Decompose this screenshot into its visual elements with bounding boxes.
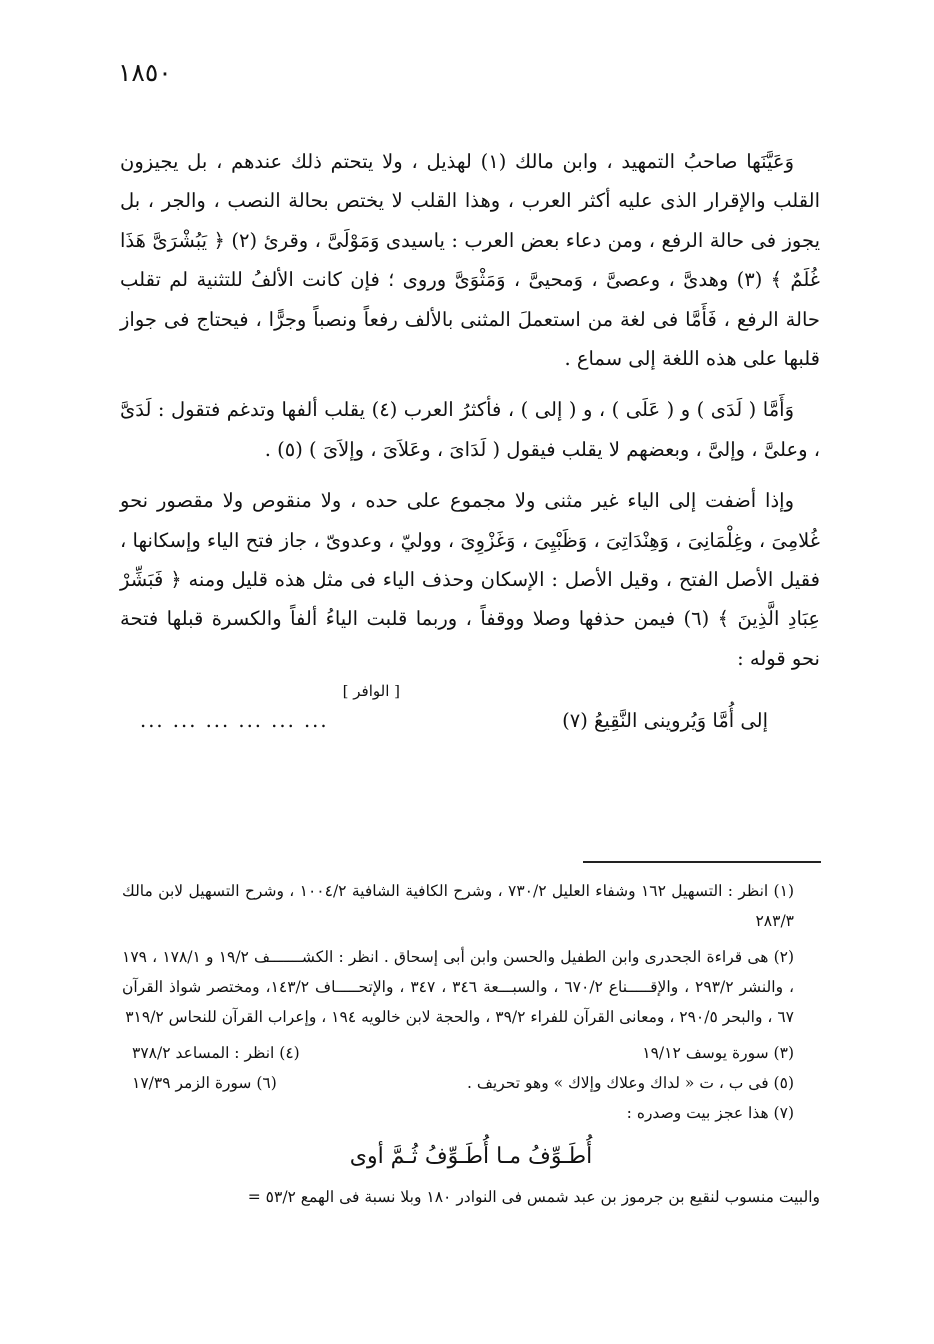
footnote-source: والبيت منسوب لنقيع بن جرموز بن عبد شمس فى النوادر ١٨٠ وبلا نسبة فى الهمع ٥٣/٢ = (247, 1188, 820, 1206)
footnote-5: (٥) فى ب ، ت « لداك وعلاك وإلاك » وهو تحريف . (467, 1074, 794, 1092)
page-number: ١٨٥٠ (118, 58, 172, 87)
meter-label: [ الوافر ] (342, 682, 400, 701)
paragraph-1: وَعَيَّنَها صاحبُ التمهيد ، وابن مالك (١) لهذيل ، ولا يتحتم ذلك عندهم ، بل يجيزون القلب والإقرار الذى عليه أكثر العرب ، وهذا القلب لا يختص بحالة النصب ، والجر ، بل يجوز فى حالة الرفع ، ومن دعاء بعض العرب : ياسيدى وَمَوْلَىَّ ، وقرئ (٢) ﴿ يَبُشْرَىَّ هَذَا غُلَمٌ ﴾ (٣) وهدىَّ ، وعصىَّ ، وَمحيىَّ ، وَمَثْوَىَّ وروى ؛ فإن كانت الألفُ للتثنية لم تقلب حالة الرفع ، فَأَمَّا فى لغة من استعملَ المثنى بالألف رفعاً ونصباً وجرًّا ، فيحتاج فى جواز قلبها على هذه اللغة إلى سماع . (120, 150, 821, 371)
footnote-row-5-6 (122, 1068, 820, 1098)
footnote-verse: أُطَـوِّفُ مـا أُطَـوِّفُ ثُـمَّ أوى (349, 1144, 593, 1169)
footnote-row-3-4 (122, 1038, 820, 1068)
footnote-divider (583, 861, 821, 863)
footnote-1: (١) انظر : التسهيل ١٦٢ وشفاء العليل ٧٣٠/٢ ، وشرح الكافية الشافية ١٠٠٤/٢ ، وشرح التسهيل لابن مالك ٢٨٣/٣ (122, 882, 794, 930)
footnote-3: (٣) سورة يوسف ١٩/١٢ (642, 1044, 794, 1062)
footnote-2: (٢) هى قراءة الجحدرى وابن الطفيل والحسن وابن أبى إسحاق . انظر : الكشـــــــف ١٩/٢ و ١٧٨/١ ، ١٧٩ ، والنشر ٢٩٣/٢ ، والإقـــــناع ٦٧٠/٢ ، والسبـــعة ٣٤٦ ، ٣٤٧ ، والإتحـــــاف ١٤٣/٢، ومختصر شواذ القرآن ٦٧ ، والبحر ٢٩٠/٥ ، ومعانى القرآن للفراء ٣٩/٢ ، والحجة لابن خالويه ١٩٤ ، وإعراب القرآن للنحاس ٣١٩/٢ (122, 948, 795, 1026)
footnote-6: (٦) سورة الزمر ١٧/٣٩ (132, 1074, 277, 1092)
footnote-4: (٤) انظر : المساعد ٣٧٨/٢ (132, 1044, 300, 1062)
paragraph-3: وإذا أضفت إلى الياء غير مثنى ولا مجموع على حده ، ولا منقوص ولا مقصور نحو غُلامِىَ ، وغِلْمَانِىَ ، وَهِنْدَاتِىَ ، وَظَبْيِىَ ، وَغَزْوِىَ ، ووليّ ، وعدوىّ ، جاز فتح الياء وإسكانها ، فقيل الأصل الفتح ، وقيل الأصل : الإسكان وحذف الياء فى مثل هذه قليل ومنه ﴿ فَبَشِّرْ عِبَادِ الَّذِينَ ﴾ (٦) فيمن حذفها وصلا ووقفاً ، وربما قلبت الياءُ ألفاً والكسرة قبلها فتحة نحو قوله : (120, 489, 820, 670)
verse-line (120, 704, 820, 738)
footnote-7: (٧) هذا عجز بيت وصدره : (626, 1104, 794, 1122)
verse-ellipsis: ... ... ... ... ... ... (140, 709, 329, 733)
paragraph-2: وَأَمَّا ( لَدَى ) و ( عَلَى ) ، و ( إلى ) ، فأكثرُ العرب (٤) يقلب ألفها وتدغم فتقول : لَدَىَّ ، وعلىَّ ، وإلىَّ ، وبعضهم لا يقلب فيقول ( لَدَاىَ ، وعَلاَىَ ، وإلاَىَ ) (٥) . (120, 398, 820, 461)
main-text (120, 142, 820, 738)
verse-hemistich: إلى أُمَّا وَيُروينى النَّقِيعُ (٧) (562, 709, 768, 733)
footnotes (122, 876, 820, 1212)
